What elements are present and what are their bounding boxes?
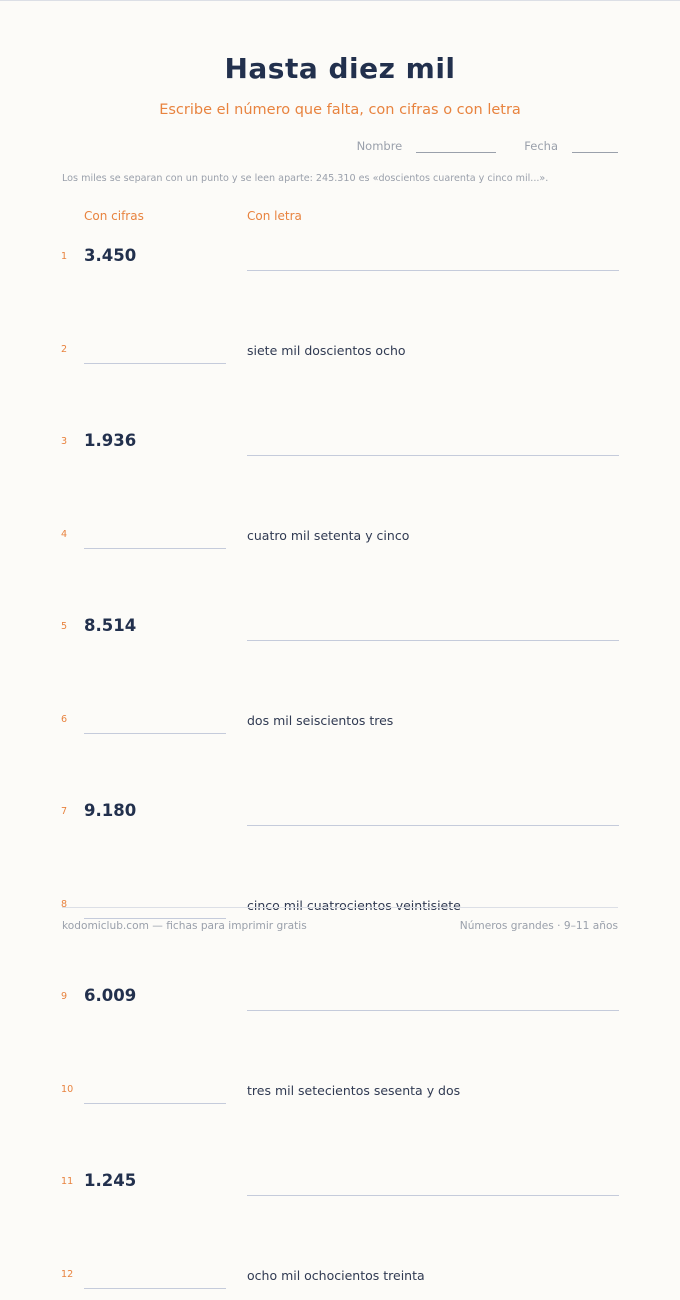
row-number: 10 bbox=[61, 1083, 74, 1095]
name-label: Nombre bbox=[356, 139, 403, 153]
column-header-digits: Con cifras bbox=[84, 209, 144, 223]
digits-answer-line[interactable] bbox=[84, 1103, 226, 1104]
exercise-row bbox=[0, 1075, 680, 1115]
number-digits: 1.245 bbox=[84, 1171, 137, 1190]
row-number: 6 bbox=[61, 713, 68, 725]
digits-answer-line[interactable] bbox=[84, 918, 226, 919]
number-digits: 6.009 bbox=[84, 986, 137, 1005]
number-words: cinco mil cuatrocientos veintisiete bbox=[247, 897, 461, 913]
number-digits: 8.514 bbox=[84, 616, 137, 635]
name-field[interactable] bbox=[416, 140, 496, 153]
number-words: cuatro mil setenta y cinco bbox=[247, 527, 410, 543]
exercise-row bbox=[0, 242, 680, 282]
exercise-row bbox=[0, 335, 680, 375]
page-subtitle: Escribe el número que falta, con cifras o con letra bbox=[159, 102, 521, 118]
exercise-row bbox=[0, 427, 680, 467]
footer-site: kodomiclub.com — fichas para imprimir gratis bbox=[62, 920, 307, 932]
number-digits: 9.180 bbox=[84, 801, 137, 820]
exercise-row bbox=[0, 1167, 680, 1207]
date-label: Fecha bbox=[524, 139, 558, 153]
number-words: siete mil doscientos ocho bbox=[247, 342, 406, 358]
words-answer-line[interactable] bbox=[247, 270, 619, 271]
exercise-row bbox=[0, 705, 680, 745]
digits-answer-line[interactable] bbox=[84, 548, 226, 549]
footer-topic: Números grandes · 9–11 años bbox=[459, 920, 618, 932]
words-answer-line[interactable] bbox=[247, 455, 619, 456]
top-rule bbox=[0, 0, 680, 1]
exercise-row bbox=[0, 982, 680, 1022]
number-words: dos mil seiscientos tres bbox=[247, 712, 394, 728]
number-words: tres mil setecientos sesenta y dos bbox=[247, 1082, 461, 1098]
name-date-fields bbox=[357, 139, 618, 153]
words-answer-line[interactable] bbox=[247, 825, 619, 826]
digits-answer-line[interactable] bbox=[84, 733, 226, 734]
footer-rule bbox=[62, 907, 618, 908]
exercise-row bbox=[0, 520, 680, 560]
row-number: 1 bbox=[61, 251, 68, 262]
row-number: 2 bbox=[61, 343, 68, 355]
number-digits: 1.936 bbox=[84, 431, 137, 450]
date-field[interactable] bbox=[572, 140, 618, 153]
digits-answer-line[interactable] bbox=[84, 363, 226, 364]
page-title: Hasta diez mil bbox=[224, 52, 456, 85]
words-answer-line[interactable] bbox=[247, 640, 619, 641]
column-header-words: Con letra bbox=[247, 209, 302, 223]
row-number: 4 bbox=[61, 528, 68, 540]
row-number: 3 bbox=[61, 436, 68, 447]
words-answer-line[interactable] bbox=[247, 1195, 619, 1196]
row-number: 8 bbox=[61, 898, 68, 910]
exercise-row bbox=[0, 797, 680, 837]
row-number: 5 bbox=[61, 621, 68, 632]
row-number: 12 bbox=[61, 1268, 74, 1280]
row-number: 11 bbox=[61, 1176, 74, 1187]
number-words: ocho mil ochocientos treinta bbox=[247, 1267, 425, 1283]
exercise-row bbox=[0, 612, 680, 652]
instruction-hint: Los miles se separan con un punto y se leen aparte: 245.310 es «doscientos cuarenta y cinco mil...». bbox=[62, 173, 549, 184]
number-digits: 3.450 bbox=[84, 246, 137, 265]
digits-answer-line[interactable] bbox=[84, 1288, 226, 1289]
row-number: 7 bbox=[61, 806, 68, 817]
row-number: 9 bbox=[61, 991, 68, 1002]
exercise-row bbox=[0, 1260, 680, 1300]
words-answer-line[interactable] bbox=[247, 1010, 619, 1011]
